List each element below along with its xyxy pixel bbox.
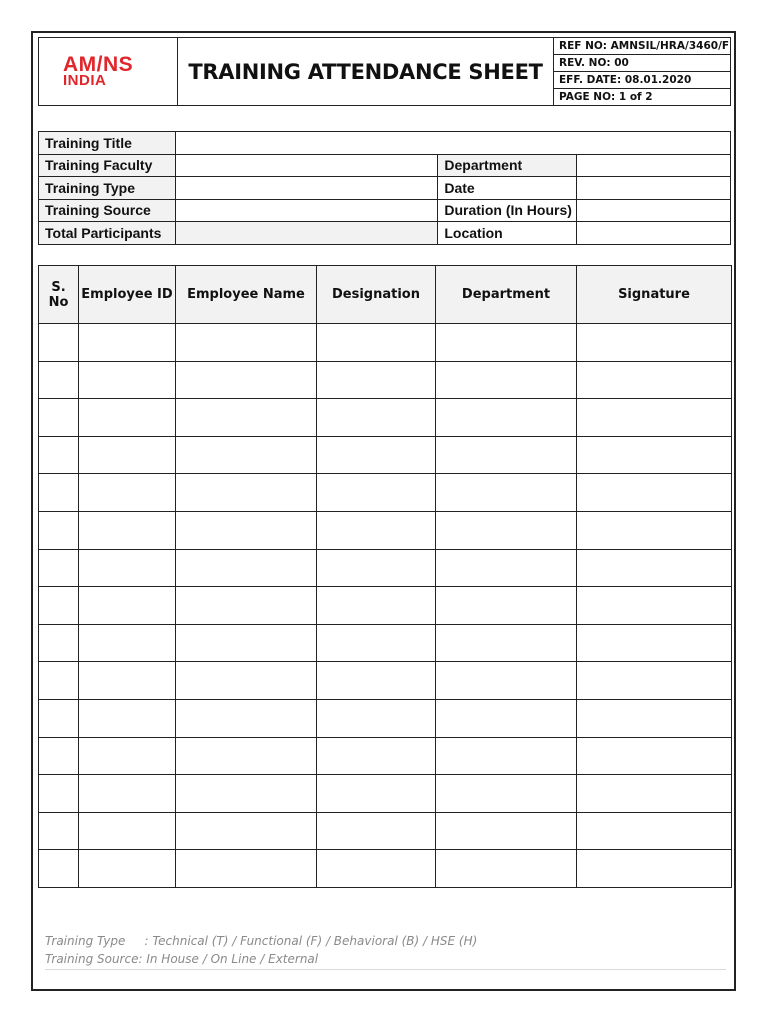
duration-field[interactable] xyxy=(577,199,731,222)
employee-name-cell[interactable] xyxy=(176,399,317,437)
column-header-sno: S. No xyxy=(39,266,79,324)
designation-cell[interactable] xyxy=(317,737,436,775)
document-title: TRAINING ATTENDANCE SHEET xyxy=(178,38,554,105)
duration-label: Duration (In Hours) xyxy=(438,199,577,222)
employee-name-cell[interactable] xyxy=(176,587,317,625)
page-no: PAGE NO: 1 of 2 xyxy=(559,91,653,103)
signature-cell[interactable] xyxy=(577,399,732,437)
table-row xyxy=(39,324,732,362)
training-source-label: Training Source xyxy=(39,199,176,222)
sno-cell[interactable] xyxy=(39,436,79,474)
designation-cell[interactable] xyxy=(317,361,436,399)
sno-cell[interactable] xyxy=(39,324,79,362)
total-participants-field[interactable] xyxy=(175,222,437,245)
table-row xyxy=(39,361,732,399)
training-source-note: Training Source: In House / On Line / External xyxy=(45,952,319,966)
attendance-body xyxy=(39,324,732,888)
employee-name-cell[interactable] xyxy=(176,324,317,362)
table-row xyxy=(39,812,732,850)
info-row xyxy=(39,222,731,245)
department-cell[interactable] xyxy=(436,436,577,474)
table-row xyxy=(39,737,732,775)
column-header-signature: Signature xyxy=(577,266,732,324)
sno-cell[interactable] xyxy=(39,399,79,437)
employee-name-cell[interactable] xyxy=(176,662,317,700)
ref-no: REF NO: AMNSIL/HRA/3460/F xyxy=(554,38,730,55)
table-row xyxy=(39,511,732,549)
department-cell[interactable] xyxy=(436,324,577,362)
employee-id-cell[interactable] xyxy=(79,474,176,512)
training-type-field[interactable] xyxy=(175,177,437,200)
employee-name-cell[interactable] xyxy=(176,549,317,587)
signature-cell[interactable] xyxy=(577,436,732,474)
employee-id-cell[interactable] xyxy=(79,624,176,662)
signature-cell[interactable] xyxy=(577,361,732,399)
column-header-employee-id: Employee ID xyxy=(79,266,176,324)
employee-id-cell[interactable] xyxy=(79,511,176,549)
date-label: Date xyxy=(438,177,577,200)
employee-id-cell[interactable] xyxy=(79,399,176,437)
info-row xyxy=(39,177,731,200)
designation-cell[interactable] xyxy=(317,436,436,474)
document-header xyxy=(38,37,731,106)
employee-name-cell[interactable] xyxy=(176,850,317,888)
training-faculty-field[interactable] xyxy=(175,154,437,177)
total-participants-label: Total Participants xyxy=(39,222,176,245)
sno-cell[interactable] xyxy=(39,587,79,625)
sno-cell[interactable] xyxy=(39,850,79,888)
signature-cell[interactable] xyxy=(577,624,732,662)
signature-cell[interactable] xyxy=(577,737,732,775)
training-source-field[interactable] xyxy=(175,199,437,222)
sno-cell[interactable] xyxy=(39,474,79,512)
employee-id-cell[interactable] xyxy=(79,737,176,775)
employee-id-cell[interactable] xyxy=(79,324,176,362)
attendance-header-row xyxy=(39,266,732,324)
employee-id-cell[interactable] xyxy=(79,812,176,850)
employee-name-cell[interactable] xyxy=(176,361,317,399)
sno-cell[interactable] xyxy=(39,361,79,399)
logo-line1: AM/NS xyxy=(63,52,134,76)
signature-cell[interactable] xyxy=(577,699,732,737)
designation-cell[interactable] xyxy=(317,662,436,700)
department-cell[interactable] xyxy=(436,361,577,399)
department-field[interactable] xyxy=(577,154,731,177)
attendance-table xyxy=(38,265,732,888)
department-cell[interactable] xyxy=(436,699,577,737)
employee-id-cell[interactable] xyxy=(79,436,176,474)
table-row xyxy=(39,549,732,587)
department-label: Department xyxy=(438,154,577,177)
department-cell[interactable] xyxy=(436,737,577,775)
sno-cell[interactable] xyxy=(39,549,79,587)
employee-name-cell[interactable] xyxy=(176,436,317,474)
column-header-designation: Designation xyxy=(317,266,436,324)
designation-cell[interactable] xyxy=(317,699,436,737)
reference-block xyxy=(554,38,730,105)
signature-cell[interactable] xyxy=(577,324,732,362)
signature-cell[interactable] xyxy=(577,511,732,549)
designation-cell[interactable] xyxy=(317,474,436,512)
employee-name-cell[interactable] xyxy=(176,812,317,850)
employee-id-cell[interactable] xyxy=(79,699,176,737)
employee-name-cell[interactable] xyxy=(176,775,317,813)
designation-cell[interactable] xyxy=(317,399,436,437)
designation-cell[interactable] xyxy=(317,624,436,662)
signature-cell[interactable] xyxy=(577,775,732,813)
department-cell[interactable] xyxy=(436,549,577,587)
signature-cell[interactable] xyxy=(577,549,732,587)
employee-id-cell[interactable] xyxy=(79,775,176,813)
sno-cell[interactable] xyxy=(39,737,79,775)
designation-cell[interactable] xyxy=(317,775,436,813)
eff-date: EFF. DATE: 08.01.2020 xyxy=(554,72,730,89)
department-cell[interactable] xyxy=(436,511,577,549)
department-cell[interactable] xyxy=(436,399,577,437)
signature-cell[interactable] xyxy=(577,812,732,850)
sno-cell[interactable] xyxy=(39,511,79,549)
footer-divider xyxy=(45,969,726,970)
location-label: Location xyxy=(438,222,577,245)
department-cell[interactable] xyxy=(436,624,577,662)
department-cell[interactable] xyxy=(436,587,577,625)
designation-cell[interactable] xyxy=(317,812,436,850)
training-title-label: Training Title xyxy=(39,132,176,155)
company-logo xyxy=(39,38,178,105)
column-header-employee-name: Employee Name xyxy=(176,266,317,324)
info-row xyxy=(39,154,731,177)
sno-cell[interactable] xyxy=(39,699,79,737)
department-cell[interactable] xyxy=(436,812,577,850)
column-header-department: Department xyxy=(436,266,577,324)
training-type-note: Training Type : Technical (T) / Functional (F) / Behavioral (B) / HSE (H) xyxy=(45,934,478,948)
designation-cell[interactable] xyxy=(317,850,436,888)
sno-cell[interactable] xyxy=(39,812,79,850)
table-row xyxy=(39,436,732,474)
info-row xyxy=(39,199,731,222)
designation-cell[interactable] xyxy=(317,549,436,587)
signature-cell[interactable] xyxy=(577,662,732,700)
department-cell[interactable] xyxy=(436,662,577,700)
table-row xyxy=(39,699,732,737)
designation-cell[interactable] xyxy=(317,324,436,362)
signature-cell[interactable] xyxy=(577,850,732,888)
table-row xyxy=(39,850,732,888)
location-field[interactable] xyxy=(577,222,731,245)
table-row xyxy=(39,474,732,512)
employee-name-cell[interactable] xyxy=(176,474,317,512)
employee-name-cell[interactable] xyxy=(176,511,317,549)
rev-no: REV. NO: 00 xyxy=(554,55,730,72)
employee-id-cell[interactable] xyxy=(79,850,176,888)
sno-cell[interactable] xyxy=(39,624,79,662)
signature-cell[interactable] xyxy=(577,587,732,625)
signature-cell[interactable] xyxy=(577,474,732,512)
footer-notes xyxy=(45,932,725,968)
logo-line2: INDIA xyxy=(63,71,107,89)
employee-name-cell[interactable] xyxy=(176,737,317,775)
table-row xyxy=(39,662,732,700)
employee-id-cell[interactable] xyxy=(79,662,176,700)
info-row xyxy=(39,132,731,155)
employee-id-cell[interactable] xyxy=(79,361,176,399)
table-row xyxy=(39,624,732,662)
table-row xyxy=(39,399,732,437)
employee-name-cell[interactable] xyxy=(176,624,317,662)
training-type-label: Training Type xyxy=(39,177,176,200)
table-row xyxy=(39,775,732,813)
sno-cell[interactable] xyxy=(39,662,79,700)
table-row xyxy=(39,587,732,625)
department-cell[interactable] xyxy=(436,775,577,813)
department-cell[interactable] xyxy=(436,474,577,512)
designation-cell[interactable] xyxy=(317,587,436,625)
date-field[interactable] xyxy=(577,177,731,200)
training-title-field[interactable] xyxy=(175,132,730,155)
employee-id-cell[interactable] xyxy=(79,587,176,625)
department-cell[interactable] xyxy=(436,850,577,888)
training-faculty-label: Training Faculty xyxy=(39,154,176,177)
employee-id-cell[interactable] xyxy=(79,549,176,587)
sno-cell[interactable] xyxy=(39,775,79,813)
training-info-table xyxy=(38,131,731,245)
employee-name-cell[interactable] xyxy=(176,699,317,737)
designation-cell[interactable] xyxy=(317,511,436,549)
